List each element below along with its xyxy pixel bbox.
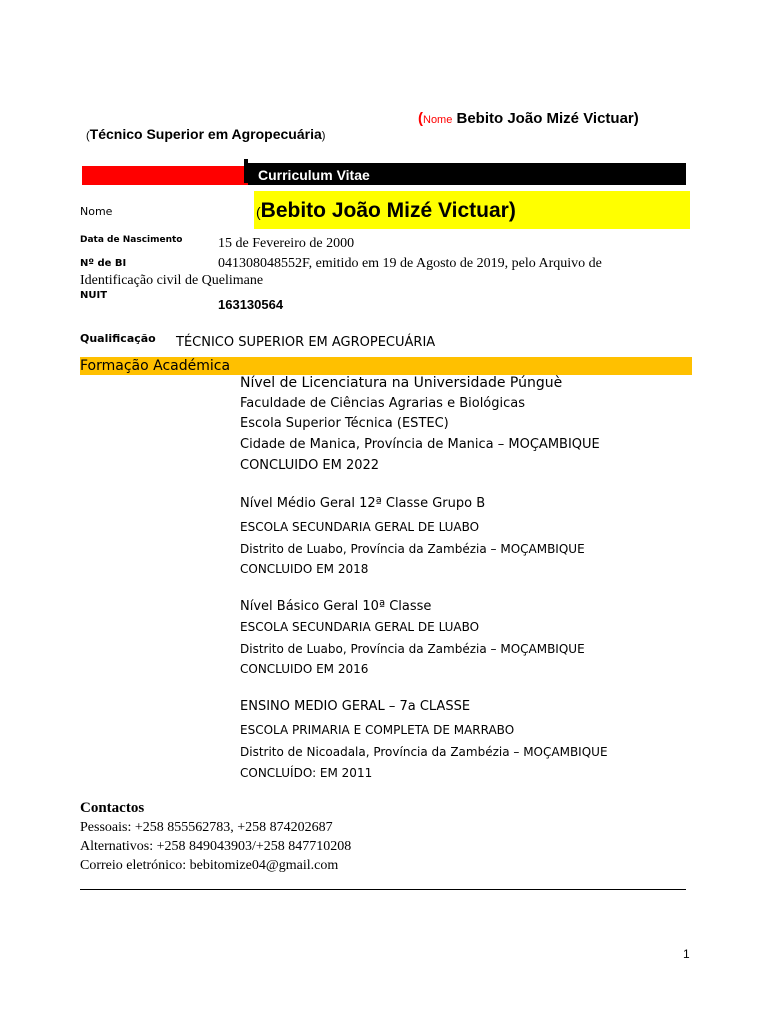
edu-entry-4-heading: ENSINO MEDIO GERAL – 7a CLASSE (240, 699, 471, 714)
edu-entry-2-line: CONCLUIDO EM 2018 (240, 562, 369, 576)
edu-entry-1-line: Faculdade de Ciências Agrarias e Biológicas (240, 396, 526, 411)
header-open-paren: ( (418, 110, 423, 127)
name-label: Nome (80, 205, 113, 218)
dob-label: Data de Nascimento (80, 235, 183, 245)
edu-entry-4-line: CONCLUÍDO: EM 2011 (240, 766, 373, 780)
edu-entry-1-heading: Nível de Licenciatura na Universidade Púnguè (240, 375, 563, 391)
header-name-value: Bebito João Mizé Victuar (452, 110, 634, 127)
dob-value: 15 de Fevereiro de 2000 (218, 236, 355, 251)
bi-value-line2: Identificação civil de Quelimane (80, 273, 264, 288)
qualification-label: Qualificação (80, 332, 156, 345)
header-qual-close: ) (321, 130, 326, 142)
header-close-paren: ) (633, 110, 639, 127)
header-qual-text: Técnico Superior em Agropecuária (89, 126, 322, 142)
banner-title: Curriculum Vitae (258, 167, 370, 183)
contacts-personal: Pessoais: +258 855562783, +258 874202687 (80, 820, 333, 835)
edu-entry-1-line: CONCLUIDO EM 2022 (240, 458, 380, 473)
name-open-paren: ( (256, 204, 261, 220)
banner-red-bar (82, 166, 248, 185)
contacts-alternative: Alternativos: +258 849043903/+258 847710208 (80, 839, 352, 854)
bi-label: Nº de BI (80, 258, 127, 269)
education-title: Formação Académica (80, 358, 231, 374)
edu-entry-3-heading: Nível Básico Geral 10ª Classe (240, 599, 432, 614)
edu-entry-3-line: Distrito de Luabo, Província da Zambézia – MOÇAMBIQUE (240, 642, 585, 656)
edu-entry-4-line: ESCOLA PRIMARIA E COMPLETA DE MARRABO (240, 723, 515, 737)
name-text: Bebito João Mizé Victuar (260, 199, 509, 222)
edu-entry-2-heading: Nível Médio Geral 12ª Classe Grupo B (240, 496, 486, 511)
qualification-value: TÉCNICO SUPERIOR EM AGROPECUÁRIA (176, 335, 436, 350)
bi-value-line1: 041308048552F, emitido em 19 de Agosto de 2019, pelo Arquivo de (218, 256, 602, 271)
header-qual-open: ( (86, 130, 90, 142)
edu-entry-2-line: Distrito de Luabo, Província da Zambézia – MOÇAMBIQUE (240, 542, 585, 556)
nuit-label: NUIT (80, 290, 108, 301)
edu-entry-2-line: ESCOLA SECUNDARIA GERAL DE LUABO (240, 520, 480, 534)
name-value (256, 199, 516, 223)
name-close-paren: ) (508, 199, 516, 222)
nuit-value: 163130564 (218, 297, 284, 312)
edu-entry-3-line: ESCOLA SECUNDARIA GERAL DE LUABO (240, 620, 480, 634)
edu-entry-3-line: CONCLUIDO EM 2016 (240, 662, 369, 676)
header-qualification (86, 126, 325, 142)
edu-entry-1-line: Cidade de Manica, Província de Manica – MOÇAMBIQUE (240, 437, 600, 452)
separator-line (80, 889, 686, 890)
header-name-label: Nome (423, 114, 453, 126)
edu-entry-1-line: Escola Superior Técnica (ESTEC) (240, 416, 449, 431)
contacts-email: Correio eletrónico: bebitomize04@gmail.com (80, 858, 339, 873)
page-number: 1 (683, 947, 690, 961)
edu-entry-4-line: Distrito de Nicoadala, Província da Zambézia – MOÇAMBIQUE (240, 745, 608, 759)
header-name (418, 110, 639, 127)
contacts-title: Contactos (80, 800, 145, 816)
